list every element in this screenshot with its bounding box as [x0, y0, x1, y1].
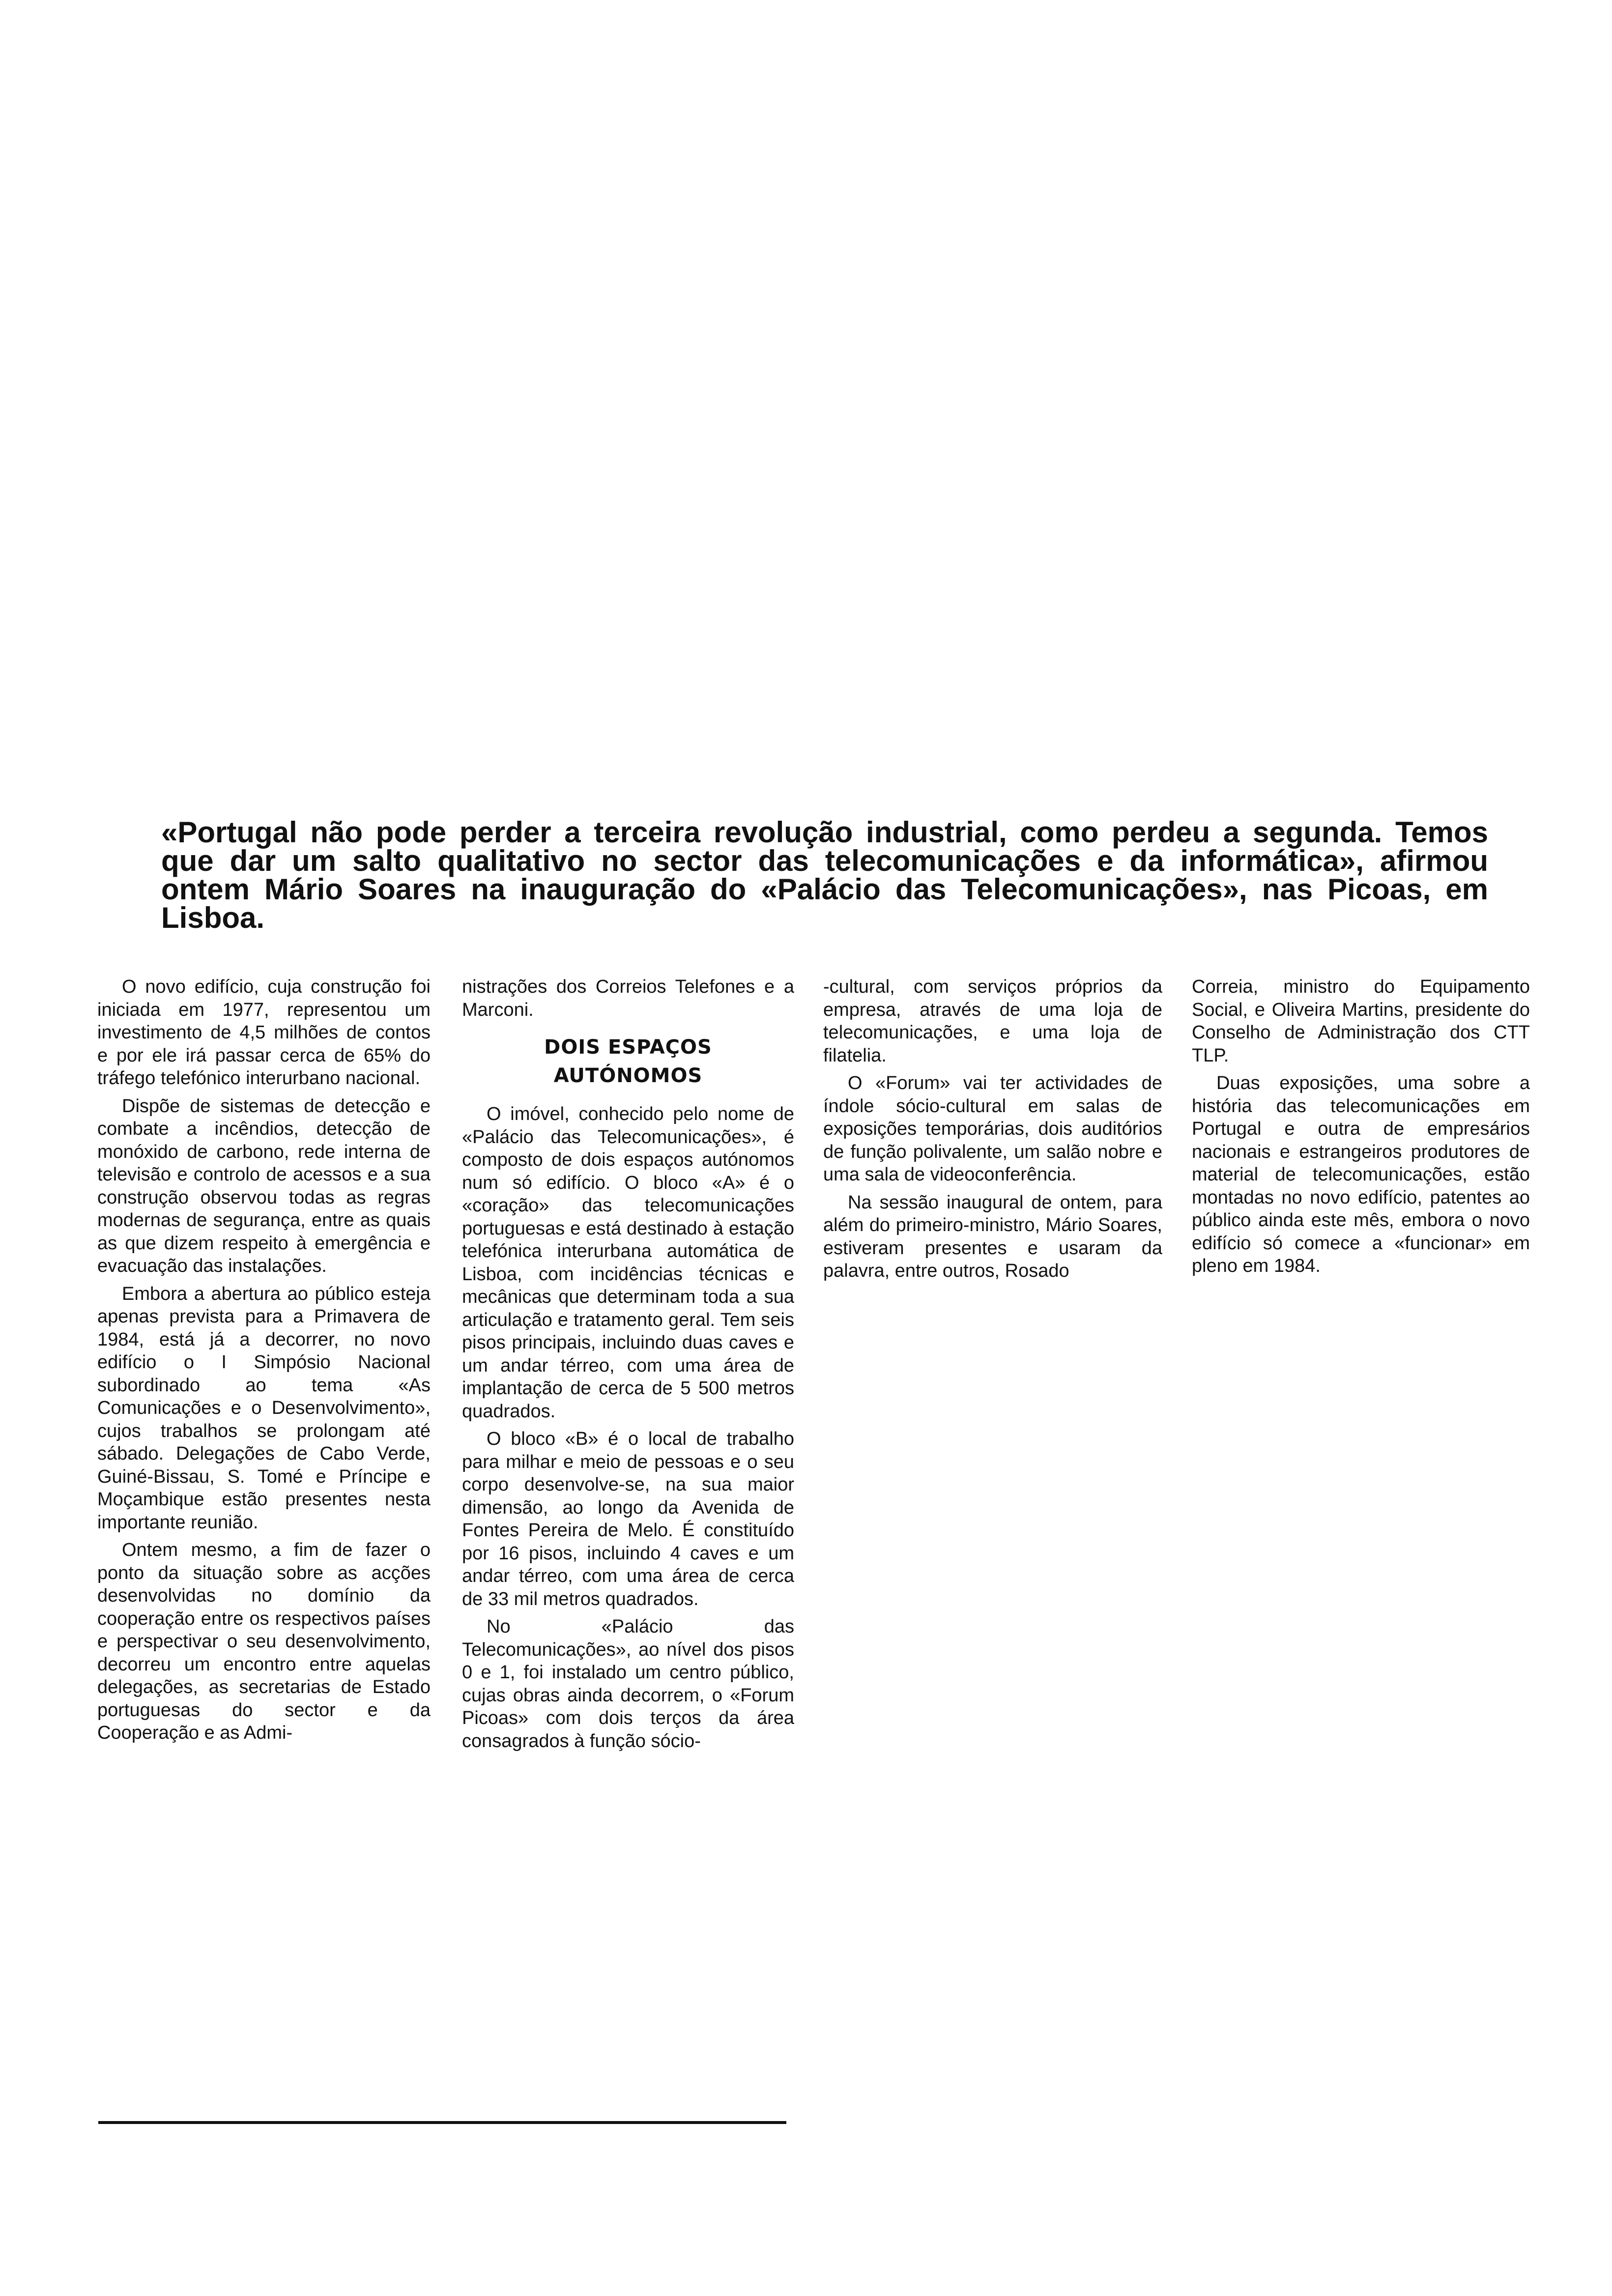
article-column-4 — [1192, 976, 1530, 1283]
headline: «Portugal não pode perder a terceira revolução industrial, como perdeu a segunda. Temos que dar um salto qualitativo no sector das telecomunicações e da informática», afirmou ontem Mário Soares na inauguração do «Palácio das Telecomunicações», nas Picoas, em Lisboa. — [161, 816, 1488, 934]
paragraph-continued: -cultural, com serviços próprios da empresa, através de uma loja de telecomunicações, e uma loja de filatelia. — [823, 976, 1162, 1066]
paragraph: Embora a abertura ao público esteja apenas prevista para a Primavera de 1984, está já a decorrer, no novo edifício o I Simpósio Nacional subordinado ao tema «As Comunicações e o Desenvolvimento», cujos trabalhos se prolongam até sábado. Delegações de Cabo Verde, Guiné-Bissau, S. Tomé e Príncipe e Moçambique estão presentes nesta importante reunião. — [97, 1283, 431, 1533]
paragraph: O bloco «B» é o local de trabalho para milhar e meio de pessoas e o seu corpo desenvolve-se, na sua maior dimensão, ao longo da Avenida de Fontes Pereira de Melo. É constituído por 16 pisos, incluindo 4 caves e um andar térreo, com uma área de cerca de 33 mil metros quadrados. — [462, 1429, 794, 1609]
paragraph: O «Forum» vai ter actividades de índole sócio-cultural em salas de exposições temporárias, dois auditórios de função polivalente, um salão nobre e uma sala de videoconferência. — [823, 1073, 1162, 1185]
article-column-2 — [462, 976, 794, 1757]
paragraph: Dispõe de sistemas de detecção e combate a incêndios, detecção de monóxido de carbono, rede interna de televisão e controlo de acessos e a sua construção observou todas as regras modernas de segurança, entre as quais as que dizem respeito à emergência e evacuação das instalações. — [97, 1095, 431, 1276]
paragraph: O novo edifício, cuja construção foi iniciada em 1977, representou um investimento de 4,5 milhões de contos e por ele irá passar cerca de 65% do tráfego telefónico interurbano nacional. — [97, 976, 431, 1089]
article-column-1 — [97, 976, 431, 1750]
paragraph: No «Palácio das Telecomunicações», ao nível dos pisos 0 e 1, foi instalado um centro público, cujas obras ainda decorrem, o «Forum Picoas» com dois terços da área consagrados à função sócio- — [462, 1616, 794, 1751]
paragraph: Ontem mesmo, a fim de fazer o ponto da situação sobre as acções desenvolvidas no domínio da cooperação entre os respectivos países e perspectivar o seu desenvolvimento, decorreu um encontro entre aquelas delegações, as secretarias de Estado portuguesas do sector e da Cooperação e as Admi- — [97, 1540, 431, 1743]
paragraph: Na sessão inaugural de ontem, para além do primeiro-ministro, Mário Soares, estiveram presentes e usaram da palavra, entre outros, Rosado — [823, 1192, 1162, 1281]
paragraph: Duas exposições, uma sobre a história das telecomunicações em Portugal e outra de empresários nacionais e estrangeiros produtores de material de telecomunicações, estão montadas no novo edifício, patentes ao público ainda este mês, embora o novo edifício só comece a «funcionar» em pleno em 1984. — [1192, 1073, 1530, 1276]
subheading-line: AUTÓNOMOS — [553, 1064, 703, 1087]
section-subheading — [462, 1033, 794, 1090]
bottom-divider-rule — [98, 2121, 786, 2124]
paragraph-continued: Correia, ministro do Equipamento Social, e Oliveira Martins, presidente do Conselho de Administração dos CTT TLP. — [1192, 976, 1530, 1066]
subheading-line: DOIS ESPAÇOS — [544, 1036, 712, 1059]
article-column-3 — [823, 976, 1162, 1288]
paragraph-continued: nistrações dos Correios Telefones e a Marconi. — [462, 976, 794, 1020]
paragraph: O imóvel, conhecido pelo nome de «Palácio das Telecomunicações», é composto de dois espaços autónomos num só edifício. O bloco «A» é o «coração» das telecomunicações portuguesas e está destinado à estação telefónica interurbana automática de Lisboa, com incidências técnicas e mecânicas que determinam toda a sua articulação e tratamento geral. Tem seis pisos principais, incluindo duas caves e um andar térreo, com uma área de implantação de cerca de 5 500 metros quadrados. — [462, 1104, 794, 1422]
